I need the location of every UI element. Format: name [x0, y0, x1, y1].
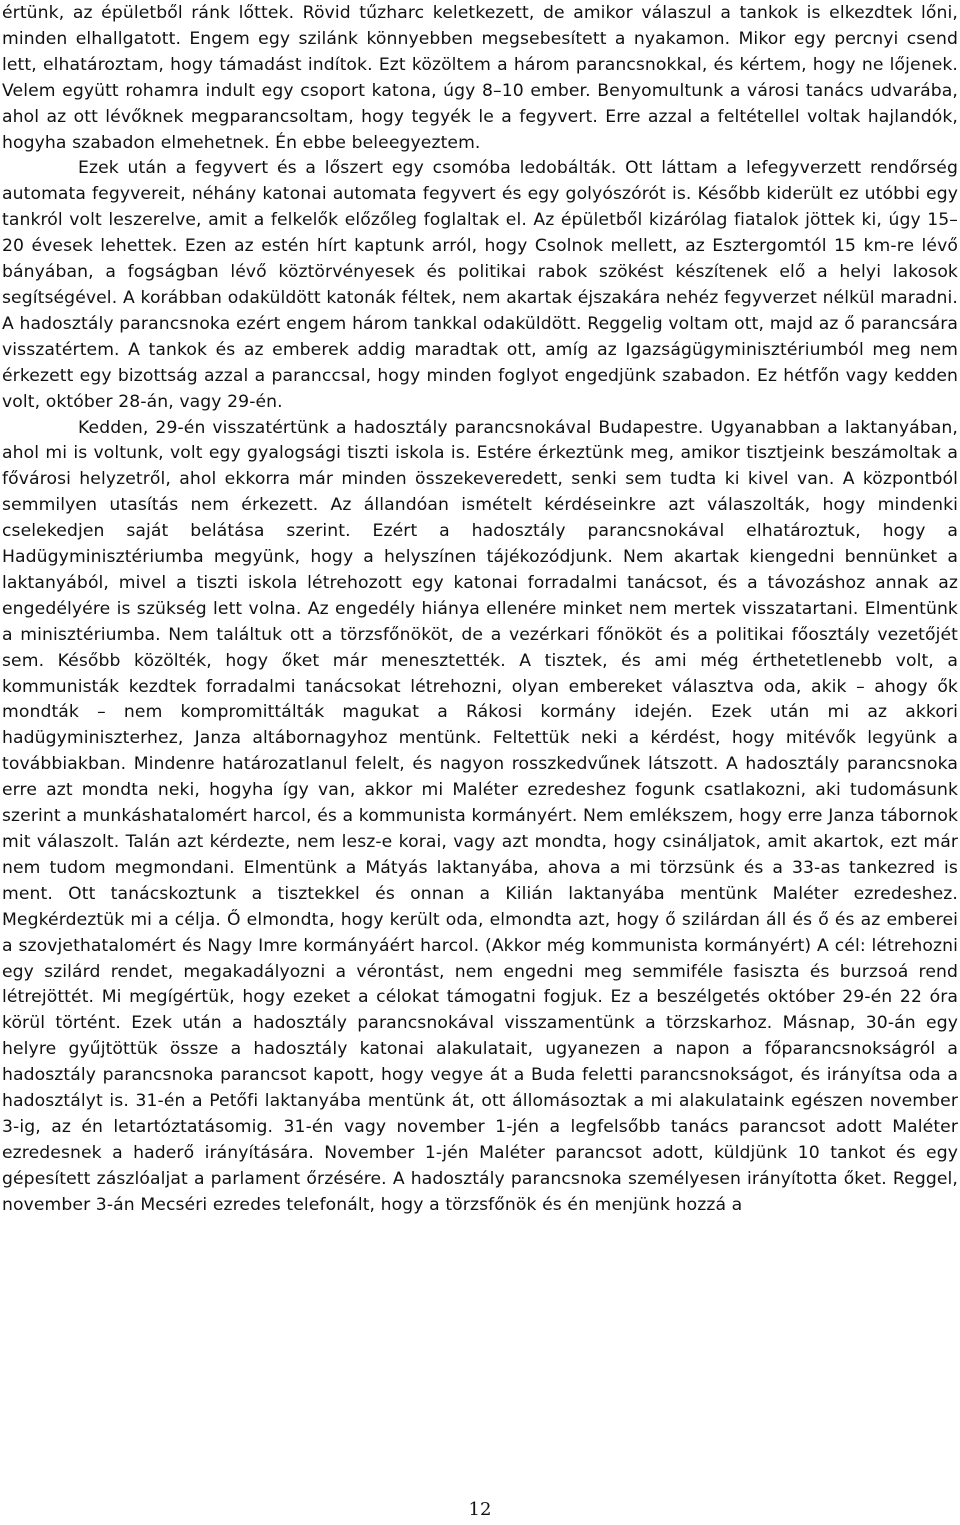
paragraph-2: Ezek után a fegyvert és a lőszert egy csomóba ledobálták. Ott láttam a lefegyverzett rendőrség automata fegyvereit, néhány katonai automata fegyvert és egy golyószórót is. Később kiderült ez utóbbi egy tankról volt leszerelve, amit a felkelők előzőleg foglaltak el. Az épületből kizárólag fiatalok jöttek ki, úgy 15–20 évesek lehettek. Ezen az estén hírt kaptunk arról, hogy Csolnok mellett, az Esztergomtól 15 km-re lévő bányában, a fogságban lévő köztörvényesek és politikai rabok szökést készítenek elő a helyi lakosok segítségével. A korábban odaküldött katonák féltek, nem akartak éjszakára nehéz fegyverzet nélkül maradni. A hadosztály parancsnoka ezért engem három tankkal odaküldött. Reggelig voltam ott, majd az ő parancsára visszatértem. A tankok és az emberek addig maradtak ott, amíg az Igazságügyminisztériumból meg nem érkezett egy bizottság azzal a paranccsal, hogy minden foglyot engedjünk szabadon. Ez hétfőn vagy kedden volt, október 28-án, vagy 29-én. [2, 158, 958, 412]
paragraph-3: Kedden, 29-én visszatértünk a hadosztály parancsnokával Budapestre. Ugyanabban a laktanyában, ahol mi is voltunk, volt egy gyalogsági tiszti iskola is. Estére érkeztünk meg, amikor tisztjeink beszámoltak a fővárosi helyzetről, ahol ekkorra már minden összekeveredett, senki sem tudta ki kivel van. A központból semmilyen utasítás nem érkezett. Az állandóan ismételt kérdéseinkre azt válaszolták, hogy mindenki cselekedjen saját belátása szerint. Ezért a hadosztály parancsnokával elhatároztuk, hogy a Hadügyminisztériumba megyünk, hogy a helyszínen tájékozódjunk. Nem akartak kiengedni bennünket a laktanyából, mivel a tiszti iskola létrehozott egy katonai forradalmi tanácsot, és a távozáshoz annak az engedélyére is szükség lett volna. Az engedély hiánya ellenére minket nem mertek visszatartani. Elmentünk a minisztériumba. Nem találtuk ott a törzsfőnököt, de a vezérkari főnököt és a politikai főosztály vezetőjét sem. Később közölték, hogy őket már menesztették. A tisztek, és ami még érthetetlenebb volt, a kommunisták kezdtek forradalmi tanácsokat létrehozni, olyan embereket választva oda, akik – ahogy ők mondták – nem kompromittálták magukat a Rákosi kormány idején. Ezek után mi az akkori hadügyminiszterhez, Janza altábornagyhoz mentünk. Feltettük neki a kérdést, hogy mitévők legyünk a továbbiakban. Mindenre határozatlanul felelt, és nagyon rosszkedvűnek látszott. A hadosztály parancsnoka erre azt mondta neki, hogyha így van, akkor mi Maléter ezredeshez fogunk csatlakozni, aki tudomásunk szerint a munkáshatalomért harcol, és a kommunista kormányért. Nem emlékszem, hogy erre Janza tábornok mit válaszolt. Talán azt kérdezte, nem lesz-e korai, vagy azt mondta, hogy csináljatok, amit akartok, ezt már nem tudom megmondani. Elmentünk a Mátyás laktanyába, ahova a mi törzsünk és a 33-as tankezred is ment. Ott tanácskoztunk a tisztekkel és onnan a Kilián laktanyába mentünk Maléter ezredeshez. Megkérdeztük mi a célja. Ő elmondta, hogy került oda, elmondta azt, hogy ő szilárdan áll és ő és az emberei a szovjethatalomért és Nagy Imre kormányáért harcol. (Akkor még kommunista kormányért) A cél: létrehozni egy szilárd rendet, megakadályozni a vérontást, nem engedni meg semmiféle fasiszta és burzsoá rend létrejöttét. Mi megígértük, hogy ezeket a célokat támogatni fogjuk. Ez a beszélgetés október 29-én 22 óra körül történt. Ezek után a hadosztály parancsnokával visszamentünk a törzskarhoz. Másnap, 30-án egy helyre gyűjtöttük össze a hadosztály katonai alakulatait, ugyanezen a napon a főparancsnokságról a hadosztály parancsnoka parancsot kapott, hogy vegye át a Buda feletti parancsnokságot, és irányítsa oda a hadosztályt is. 31-én a Petőfi laktanyába mentünk át, ott állomásoztak a mi alakulataink egészen november 3-ig, az én letartóztatásomig. 31-én vagy november 1-jén a legfelsőbb tanács parancsot adott Maléter ezredesnek a haderő irányítására. November 1-jén Maléter parancsot adott, küldjünk 10 tankot és egy gépesített zászlóaljat a parlament őrzésére. A hadosztály parancsnoka személyesen irányította őket. Reggel, november 3-án Mecséri ezredes telefonált, hogy a törzsfőnök és én menjünk hozzá a [2, 417, 958, 1215]
page-number: 12 [468, 1499, 492, 1520]
paragraph-1: értünk, az épületből ránk lőttek. Rövid tűzharc keletkezett, de amikor válaszul a tankok is elkezdtek lőni, minden elhallgatott. Engem egy szilánk könnyebben megsebesített a nyakamon. Mikor egy percnyi csend lett, elhatároztam, hogy támadást indítok. Ezt közöltem a három parancsnokkal, és kértem, hogy ne lőjenek. Velem együtt rohamra indult egy csoport katona, úgy 8–10 ember. Benyomultunk a városi tanács udvarába, ahol az ott lévőknek megparancsoltam, hogy tegyék le a fegyvert. Erre azzal a feltétellel voltak hajlandók, hogyha szabadon elmehetnek. Én ebbe beleegyeztem. [2, 3, 958, 153]
body-text [2, 1, 958, 1219]
